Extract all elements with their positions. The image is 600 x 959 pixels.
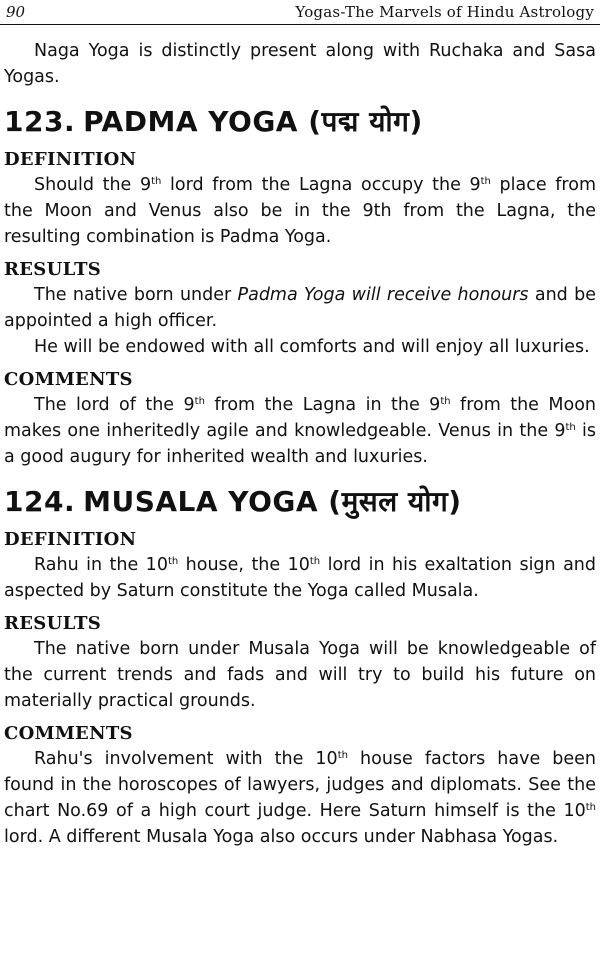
comments-paragraph: Rahu's involvement with the 10th house factors have been found in the horoscopes of lawyers, judges and diplomats. See the chart No.69 of a high court judge. Here Saturn himself is the 10th lord. A different Musala Yoga also occurs under Nabhasa Yogas. xyxy=(4,749,596,847)
intro-paragraph: Naga Yoga is distinctly present along with Ruchaka and Sasa Yogas. xyxy=(4,41,596,87)
results-heading: RESULTS xyxy=(4,259,102,280)
definition-heading: DEFINITION xyxy=(4,529,137,550)
section-title: MUSALA YOGA (मुसल योग) xyxy=(83,485,462,518)
definition-paragraph: Rahu in the 10th house, the 10th lord in his exaltation sign and aspected by Saturn constitute the Yoga called Musala. xyxy=(4,555,596,601)
page-body xyxy=(4,38,596,850)
page-number: 90 xyxy=(6,3,26,21)
section-title: PADMA YOGA (पद्म योग) xyxy=(83,105,423,138)
results-paragraph: The native born under Padma Yoga will receive honours and be appointed a high officer. xyxy=(4,285,596,331)
comments-heading: COMMENTS xyxy=(4,369,133,390)
results-heading: RESULTS xyxy=(4,613,102,634)
section-heading-musala-yoga xyxy=(4,484,596,520)
comments-heading: COMMENTS xyxy=(4,723,133,744)
results-paragraph: The native born under Musala Yoga will be knowledgeable of the current trends and fads and will try to build his future on materially practical grounds. xyxy=(4,639,596,711)
definition-heading: DEFINITION xyxy=(4,149,137,170)
page-header xyxy=(0,0,600,28)
section-heading-padma-yoga xyxy=(4,104,596,140)
header-rule xyxy=(0,24,600,25)
results-paragraph: He will be endowed with all comforts and will enjoy all luxuries. xyxy=(34,337,590,357)
section-number: 124. xyxy=(4,485,76,518)
comments-paragraph: The lord of the 9th from the Lagna in the 9th from the Moon makes one inheritedly agile and knowledgeable. Venus in the 9th is a good augury for inherited wealth and luxuries. xyxy=(4,395,597,467)
definition-paragraph: Should the 9th lord from the Lagna occupy the 9th place from the Moon and Venus also be in the 9th from the Lagna, the resulting combination is Padma Yoga. xyxy=(4,175,596,247)
section-number: 123. xyxy=(4,105,76,138)
running-title: Yogas-The Marvels of Hindu Astrology xyxy=(295,3,594,21)
